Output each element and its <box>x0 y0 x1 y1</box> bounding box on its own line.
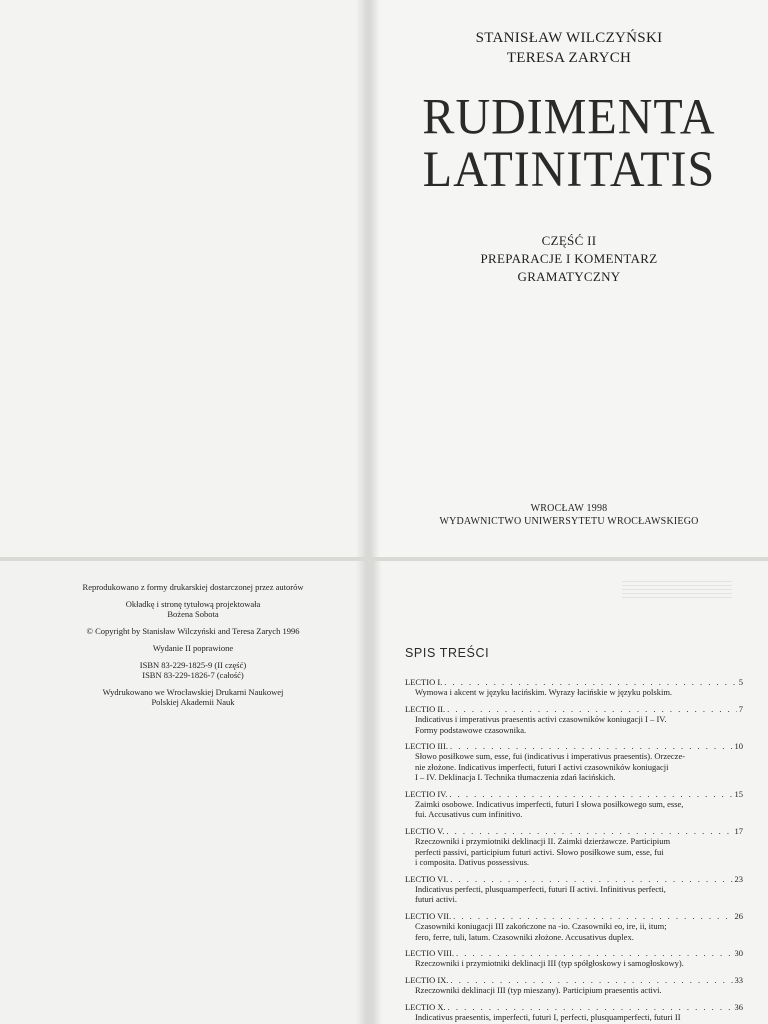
dot-leader <box>450 741 733 751</box>
toc-description-line: Słowo posiłkowe sum, esse, fui (indicativus i imperativus praesentis). Orzecze- <box>415 751 686 762</box>
copyright <box>20 626 366 636</box>
toc-entry-label: LECTIO X. <box>405 1001 446 1012</box>
toc-entry-label: LECTIO III. <box>405 741 448 752</box>
title-page <box>370 0 768 557</box>
toc-entry-label: LECTIO VI. <box>405 873 449 884</box>
toc-entry-line <box>405 789 743 799</box>
toc-entry-page: 33 <box>734 974 743 985</box>
toc-list <box>405 677 743 1024</box>
isbn-block <box>20 660 366 680</box>
toc-entry-line <box>405 741 743 751</box>
imprint-line: Wydanie II poprawione <box>152 643 234 653</box>
toc-entry-label: LECTIO VII. <box>405 910 452 921</box>
toc-entry <box>405 741 743 783</box>
authors <box>370 28 768 68</box>
toc-entry-line <box>405 948 743 958</box>
part-subtitle <box>370 232 768 286</box>
imprint-line: Wydrukowano we Wrocławskiej Drukarni Naukowej <box>102 687 284 697</box>
toc-description-line: futuri activi. <box>415 894 458 905</box>
publication-place-year: WROCŁAW 1998 <box>530 503 608 514</box>
toc-description-line: fero, ferre, tuli, latum. Czasowniki złożone. Accusativus duplex. <box>415 931 634 942</box>
toc-entry-page: 36 <box>734 1001 743 1012</box>
toc-entry <box>405 677 743 698</box>
toc-description-line: I – IV. Deklinacja I. Technika tłumaczenia zdań łacińskich. <box>415 772 616 783</box>
dot-leader <box>456 948 733 958</box>
reproduction-note <box>20 582 366 592</box>
toc-entry-page: 5 <box>738 677 743 687</box>
toc-entry <box>405 704 743 735</box>
toc-entry-page: 10 <box>734 741 743 752</box>
toc-entry-line <box>405 975 743 985</box>
bleed-through-shadow <box>622 581 732 601</box>
toc-entry-line <box>405 826 743 836</box>
toc-entry-line <box>405 677 743 687</box>
toc-entry-description <box>405 687 743 697</box>
toc-description-line: Indicativus perfecti, plusquamperfecti, futuri II activi. Infinitivus perfecti, <box>415 883 666 894</box>
toc-entry-line <box>405 911 743 921</box>
toc-entry-page: 30 <box>734 947 743 958</box>
toc-entry-page: 23 <box>734 873 743 884</box>
book-title-line-1: RUDIMENTA <box>422 89 716 146</box>
toc-description-line: Rzeczowniki i przymiotniki deklinacji III (typ spółgłoskowy i samogłoskowy). <box>415 958 684 969</box>
toc-entry <box>405 789 743 820</box>
toc-entry <box>405 975 743 996</box>
toc-entry-page: 15 <box>734 788 743 799</box>
cover-design-credit <box>20 599 366 619</box>
toc-entry-description <box>405 836 743 867</box>
toc-entry <box>405 948 743 969</box>
dot-leader <box>449 789 732 799</box>
toc-entry-description <box>405 921 743 942</box>
gutter-shadow <box>372 561 382 1024</box>
toc-description-line: Rzeczowniki i przymiotniki deklinacji II. Zaimki dzierżawcze. Participium <box>415 836 671 847</box>
imprint-line: Reprodukowano z formy drukarskiej dostarczonej przez autorów <box>82 582 304 592</box>
toc-entry-description <box>405 985 743 995</box>
toc-description-line: perfecti passivi, participium futuri activi. Słowo posiłkowe sum, esse, fui <box>415 846 664 857</box>
blank-page <box>0 0 366 557</box>
dot-leader <box>447 704 737 714</box>
toc-description-line: Indicativus i imperativus praesentis activi czasowników koniugacji I – IV. <box>415 714 667 725</box>
imprint-page <box>0 561 366 1024</box>
book-title-line-2: LATINITATIS <box>422 141 716 198</box>
toc-entry-page: 26 <box>734 910 743 921</box>
toc-entry-label: LECTIO IX. <box>405 974 449 985</box>
imprint-line: Bożena Sobota <box>167 609 219 619</box>
gutter-shadow <box>356 0 366 557</box>
dot-leader <box>444 677 736 687</box>
edition <box>20 643 366 653</box>
publisher-name: WYDAWNICTWO UNIWERSYTETU WROCŁAWSKIEGO <box>439 516 699 527</box>
imprint-text <box>20 582 366 714</box>
dot-leader <box>450 975 732 985</box>
toc-description-line: Wymowa i akcent w języku łacińskim. Wyrazy łacińskie w języku polskim. <box>415 687 673 698</box>
book-title <box>370 89 768 198</box>
toc-description-line: fui. Accusativus cum infinitivo. <box>415 809 523 820</box>
toc-entry-page: 17 <box>734 825 743 836</box>
toc-entry-line <box>405 704 743 714</box>
author-2: TERESA ZARYCH <box>506 50 632 66</box>
toc-description-line: Rzeczowniki deklinacji III (typ mieszany). Participium praesentis activi. <box>415 985 662 996</box>
imprint-line: Okładkę i stronę tytułową projektowała <box>125 599 261 609</box>
toc-entry-description <box>405 799 743 820</box>
toc-heading: SPIS TREŚCI <box>405 646 490 660</box>
imprint-line: © Copyright by Stanisław Wilczyński and Teresa Zarych 1996 <box>86 626 300 636</box>
isbn-line: ISBN 83-229-1826-7 (całość) <box>142 670 244 680</box>
part-number: CZĘŚĆ II <box>541 233 597 248</box>
toc-description-line: Indicativus praesentis, imperfecti, futuri I, perfecti, plusquamperfecti, futuri II <box>415 1011 681 1022</box>
toc-entry-description <box>405 1012 743 1022</box>
toc-entry-description <box>405 884 743 905</box>
dot-leader <box>450 874 732 884</box>
toc-entry-label: LECTIO I. <box>405 677 443 687</box>
toc-entry-page: 7 <box>738 703 743 714</box>
printer-note <box>20 687 366 707</box>
toc-page <box>372 561 768 1024</box>
part-subtitle-line-1: PREPARACJE I KOMENTARZ <box>480 251 658 266</box>
toc-description-line: Czasowniki koniugacji III zakończone na -io. Czasowniki eo, ire, ii, itum; <box>415 921 667 932</box>
publisher-block <box>370 502 768 528</box>
imprint-line: Polskiej Akademii Nauk <box>151 697 235 707</box>
toc-entry <box>405 826 743 868</box>
dot-leader <box>453 911 732 921</box>
toc-entry-label: LECTIO V. <box>405 825 445 836</box>
isbn-line: ISBN 83-229-1825-9 (II część) <box>139 660 247 670</box>
toc-entry-label: LECTIO II. <box>405 703 446 714</box>
toc-entry-label: LECTIO VIII. <box>405 947 454 958</box>
toc-entry <box>405 1002 743 1023</box>
part-subtitle-line-2: GRAMATYCZNY <box>517 269 621 284</box>
toc-entry <box>405 874 743 905</box>
toc-description-line: Formy podstawowe czasownika. <box>415 724 527 735</box>
author-1: STANISŁAW WILCZYŃSKI <box>475 30 663 46</box>
toc-entry-description <box>405 958 743 968</box>
toc-entry-description <box>405 751 743 782</box>
toc-entry-line <box>405 874 743 884</box>
toc-entry-label: LECTIO IV. <box>405 788 448 799</box>
toc-entry-description <box>405 714 743 735</box>
toc-description-line: i composita. Dativus possessivus. <box>415 857 530 868</box>
toc-description-line: nie złożone. Indicativus imperfecti, futuri I activi czasowników koniugacji <box>415 761 669 772</box>
dot-leader <box>446 826 732 836</box>
toc-entry <box>405 911 743 942</box>
dot-leader <box>448 1002 733 1012</box>
toc-entry-line <box>405 1002 743 1012</box>
toc-description-line: Zaimki osobowe. Indicativus imperfecti, futuri I słowa posiłkowego sum, esse, <box>415 799 684 810</box>
